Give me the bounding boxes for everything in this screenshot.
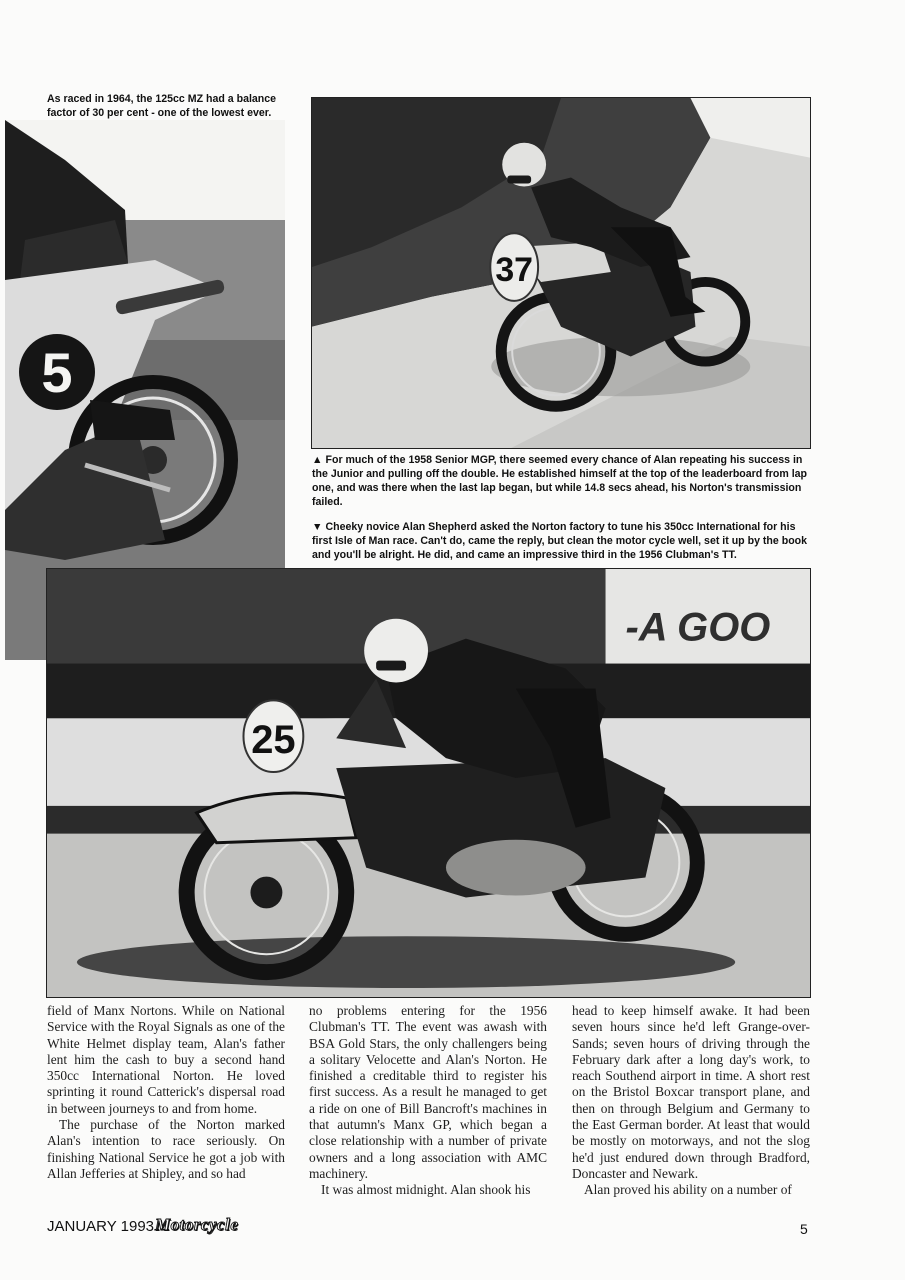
photo-clubmans-tt-1956 [46,568,811,998]
footer-issue-date: JANUARY 1993 [47,1218,155,1235]
caption-mz-1964 [47,92,277,120]
clubman-race-number: 25 [251,718,296,763]
body-col1-para-2: The purchase of the Norton marked Alan's intention to race seriously. On finishing National Service he got a job with Allan Jefferies at Shipley, and so had [47,1117,285,1181]
body-column-2 [309,1003,547,1199]
clubman-banner-text: -A GOO [625,605,771,650]
body-col3-para-1: head to keep himself awake. It had been seven hours since he'd left Grange-over-Sands; seven hours of driving through the February dark after a long day's work, to reach Southend airport in time. A short rest on the Bristol Boxcar transport plane, and then on through Belgium and Germany to the East German border. At least that would be mostly on motorways, and not the slog he'd just endured down through Bradford, Doncaster and Newark. [572,1003,810,1181]
body-col2-para-1: no problems entering for the 1956 Clubman's TT. The event was awash with BSA Gold Stars, the only challengers being a solitary Velocette and Alan's Norton. He finished a creditable third to register his first success. As a result he managed to get a ride on one of Bill Bancroft's machines in that autumn's Manx GP, which began a close relationship with a number of private owners and a long association with AMC machinery. [309,1003,547,1181]
triangle-down-icon: ▼ [312,521,323,533]
footer-page-number: 5 [800,1221,808,1237]
senior-race-number: 37 [495,250,534,289]
photo-senior-mgp-1958 [311,97,811,449]
body-column-1 [47,1003,285,1182]
triangle-up-icon: ▲ [312,454,323,466]
caption-clubmans-1956 [312,520,810,562]
caption-mz-text: As raced in 1964, the 125cc MZ had a balance factor of 30 per cent - one of the lowest ever. [47,93,277,119]
mz-race-number: 5 [41,341,73,404]
caption-senior-mgp-1958 [312,453,810,509]
body-col3-para-2: Alan proved his ability on a number of [584,1182,792,1198]
body-column-3 [572,1003,810,1199]
body-col1-para-1: field of Manx Nortons. While on National Service with the Royal Signals as one of the White Helmet display team, Alan's father lent him the cash to buy a second hand 350cc International Norton. He loved sprinting it round Catterick's dispersal road in between journeys to and from home. [47,1003,285,1116]
footer-magazine-logo: Motorcycle [155,1215,239,1234]
body-col2-para-2: It was almost midnight. Alan shook his [321,1182,531,1198]
caption-clubmans-text: Cheeky novice Alan Shepherd asked the Norton factory to tune his 350cc International for his first Isle of Man race. Can't do, came the reply, but clean the motor cycle well, set it up by the book and you'll be alright. He did, and came an impressive third in the 1956 Clubman's TT. [312,521,808,561]
caption-senior-text: For much of the 1958 Senior MGP, there seemed every chance of Alan repeating his success in the Junior and pulling off the double. He established himself at the top of the leaderboard from lap one, and was there when the last lap began, but while 14.8 secs ahead, his Norton's transmission failed. [312,454,807,508]
